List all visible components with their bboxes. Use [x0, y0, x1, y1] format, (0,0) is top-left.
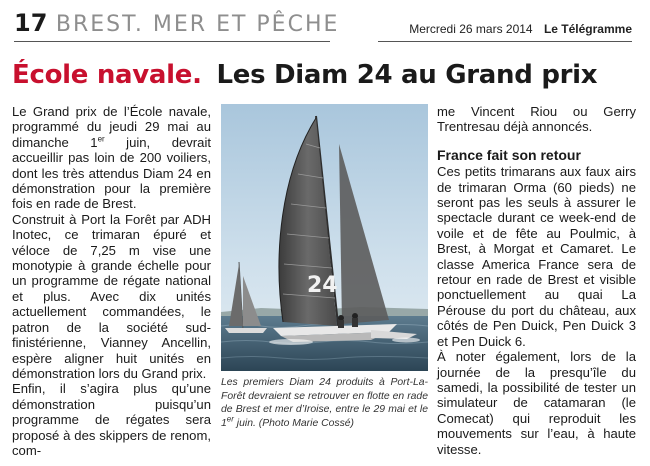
headline-title: Les Diam 24 au Grand prix: [216, 60, 598, 90]
sail-number: 24: [307, 273, 338, 298]
article-subheading: France fait son retour: [437, 146, 581, 163]
page-header-right: [409, 22, 632, 36]
paragraph-text: Le Grand prix de l’École navale, programmé du jeudi 29 mai au dimanche 1: [12, 104, 211, 150]
page-number: 17: [14, 9, 48, 37]
paragraph: [12, 104, 211, 212]
article-photo: [221, 104, 428, 371]
paragraph: Enfin, il s’agira plus qu’une démonstration puisqu’un programme de régates sera proposé à des skippers de renom, com-: [12, 381, 211, 458]
paragraph: À noter également, lors de la journée de la presqu’île du samedi, la possibilité de tester un simulateur de catamaran (le Comecat) qui reproduit les mouvements sur l’eau, à haute vitesse.: [437, 349, 636, 457]
header-rule-right: [378, 41, 632, 42]
paragraph: Construit à Port la Forêt par ADH Inotec, ce trimaran épuré et véloce de 7,25 m vise une monotypie à grande échelle pour un programme de régate national et plus. Avec dix unités actuellement commandées, le patron de la société sud-finistérienne, Vianney Ancellin, espère aligner huit unités en démonstration lors du Grand prix.: [12, 211, 211, 381]
paragraph: me Vincent Riou ou Gerry Trentresau déjà annoncés.: [437, 104, 636, 135]
paragraph: Ces petits trimarans aux faux airs de trimaran Orma (60 pieds) ne seront pas les seuls à assurer le spectacle durant ce week-end de voile et de fête au Poulmic, à Brest, à Morgat et Camaret. Le classe America France sera de retour en rade de Brest et visible ponctuellement au quai La Pérouse du port du château, aux côtés de Pen Duick, Pen Duick 3 et Pen Duick 6.: [437, 164, 636, 349]
caption-text: Les premiers Diam 24 produits à Port-La-Forêt devraient se retrouver en flotte en rade de Brest et mer d’Iroise, entre le 29 mai et le 1: [221, 377, 428, 429]
section-title: BREST. MER ET PÊCHE: [55, 12, 340, 37]
newspaper-name: Le Télégramme: [543, 22, 632, 36]
diam24-trimaran-photo: [221, 104, 428, 371]
publication-date: Mercredi 26 mars 2014: [409, 22, 533, 36]
headline-kicker: École navale.: [12, 60, 202, 90]
superscript: er: [97, 134, 105, 144]
article-headline: [12, 60, 597, 90]
article-column-1: [12, 104, 211, 458]
caption-text: juin. (Photo Marie Cossé): [233, 417, 355, 429]
article-column-3: [437, 104, 636, 457]
superscript: er: [226, 414, 234, 424]
photo-caption: [221, 376, 428, 430]
paragraph-text: juin, devrait accueillir pas loin de 200 voiliers, dont les très attendus Diam 24 en démonstration pour la première fois en rade de Brest.: [12, 134, 211, 212]
page-header-left: [14, 9, 339, 39]
header-rule-left: [14, 41, 330, 42]
